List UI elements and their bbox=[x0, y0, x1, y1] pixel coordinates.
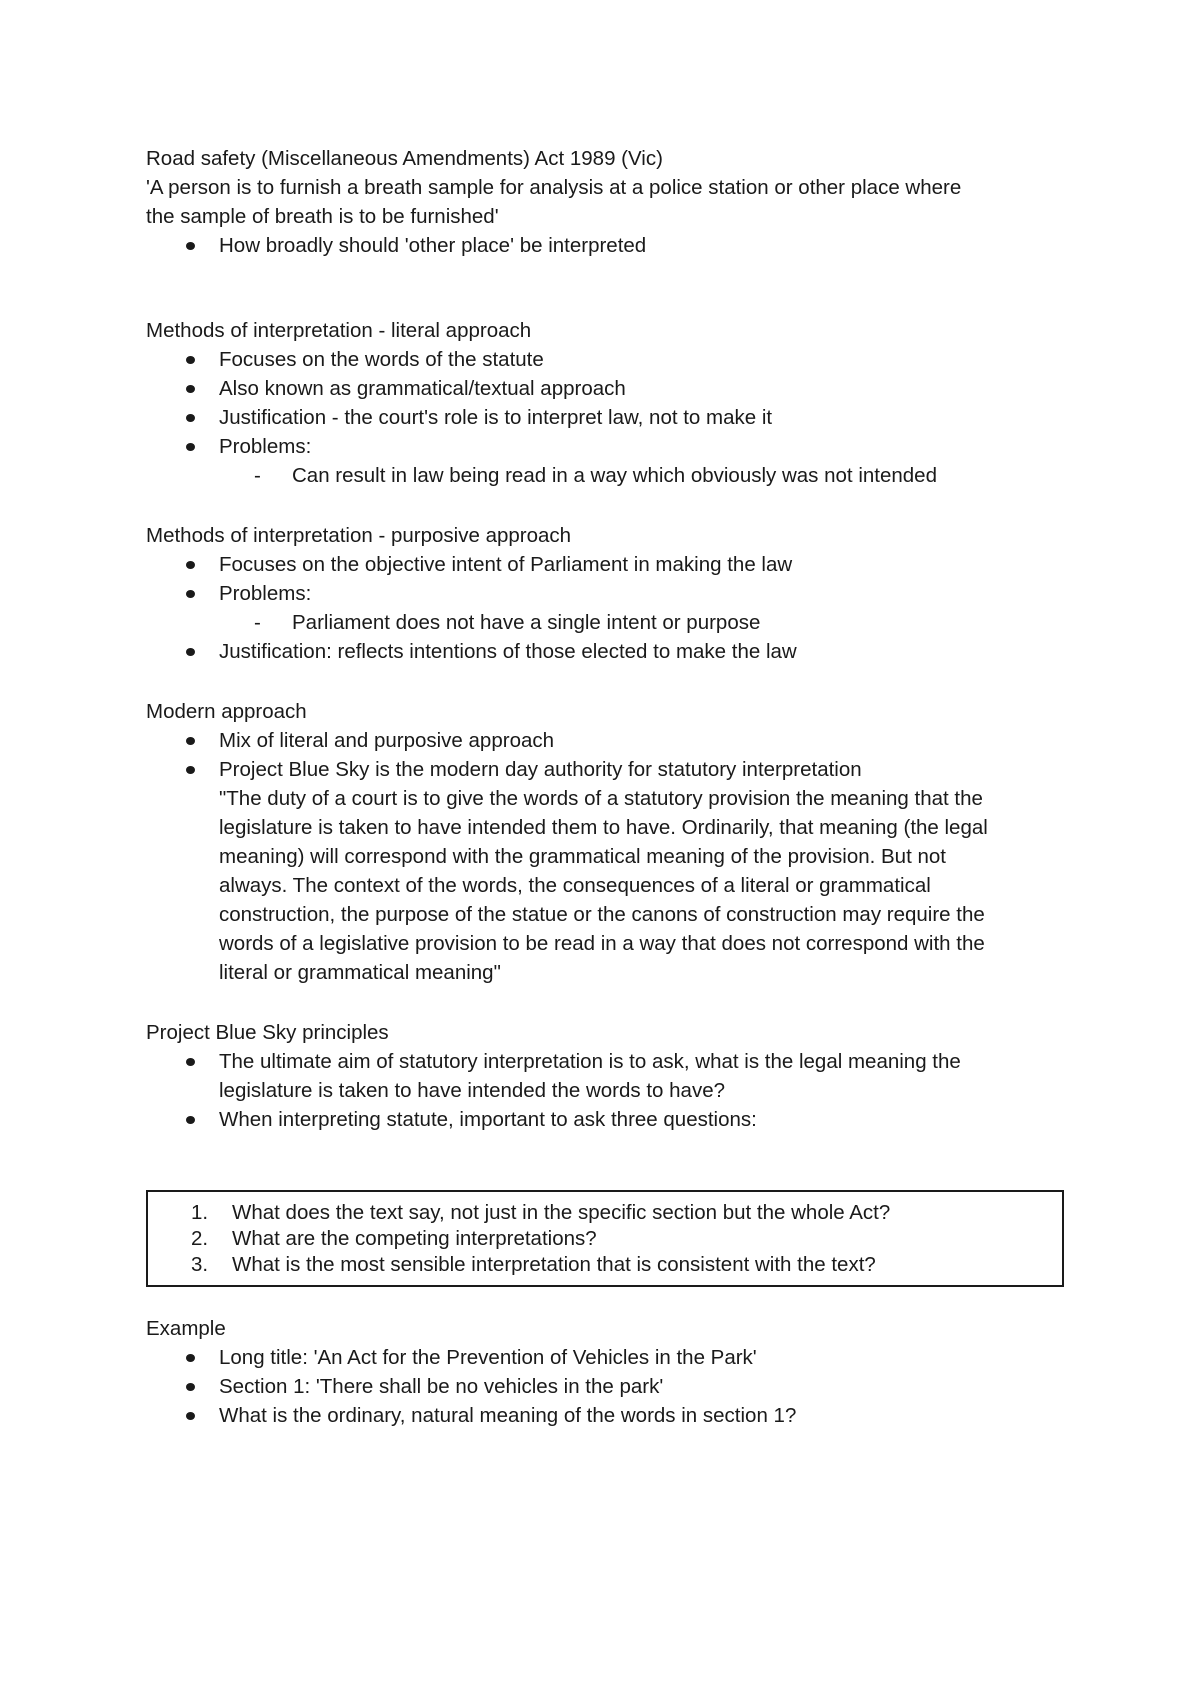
bullet-item bbox=[219, 1047, 1066, 1105]
bullet-item: When interpreting statute, important to ask three questions: bbox=[219, 1105, 1066, 1134]
spacer bbox=[146, 260, 1066, 316]
bullet-item: Problems: bbox=[219, 432, 1066, 461]
numbered-item bbox=[191, 1226, 1062, 1252]
bullet-list bbox=[146, 637, 1066, 666]
item-text: What is the most sensible interpretation that is consistent with the text? bbox=[232, 1253, 876, 1276]
bullet-item: Justification - the court's role is to interpret law, not to make it bbox=[219, 403, 1066, 432]
bullet-text: Project Blue Sky is the modern day authority for statutory interpretation bbox=[219, 758, 862, 781]
numbered-item bbox=[191, 1200, 1062, 1226]
dash-item: - Can result in law being read in a way which obviously was not intended bbox=[292, 461, 1066, 490]
section-title: Example bbox=[146, 1317, 226, 1340]
bullet-text-line: legislature is taken to have intended the words to have? bbox=[219, 1079, 725, 1102]
bullet-item: Long title: 'An Act for the Prevention of Vehicles in the Park' bbox=[219, 1343, 1066, 1372]
quote-line: always. The context of the words, the consequences of a literal or grammatical bbox=[219, 874, 931, 897]
quote-line: literal or grammatical meaning" bbox=[219, 961, 501, 984]
quote-line: construction, the purpose of the statue or the canons of construction may require the bbox=[219, 903, 985, 926]
bullet-item: Problems: bbox=[219, 579, 1066, 608]
bullet-item: Focuses on the words of the statute bbox=[219, 345, 1066, 374]
item-number: 1. bbox=[191, 1201, 209, 1224]
quote-line: words of a legislative provision to be read in a way that does not correspond with the bbox=[219, 932, 985, 955]
section-title: Road safety (Miscellaneous Amendments) Act 1989 (Vic) bbox=[146, 147, 663, 170]
spacer bbox=[146, 987, 1066, 1018]
questions-box bbox=[146, 1190, 1064, 1287]
item-text: What does the text say, not just in the specific section but the whole Act? bbox=[232, 1201, 891, 1224]
item-text: What are the competing interpretations? bbox=[232, 1227, 597, 1250]
bullet-list bbox=[146, 1047, 1066, 1134]
quote-line: legislature is taken to have intended them to have. Ordinarily, that meaning (the legal bbox=[219, 816, 988, 839]
document-content bbox=[146, 144, 1066, 1430]
section-title: Methods of interpretation - purposive approach bbox=[146, 524, 572, 547]
bullet-item: What is the ordinary, natural meaning of the words in section 1? bbox=[219, 1401, 1066, 1430]
dash-list bbox=[146, 461, 1066, 490]
bullet-item bbox=[219, 755, 1066, 987]
section-title: Project Blue Sky principles bbox=[146, 1021, 389, 1044]
item-number: 2. bbox=[191, 1227, 209, 1250]
spacer bbox=[146, 666, 1066, 697]
bullet-list bbox=[146, 345, 1066, 461]
bullet-text-line: The ultimate aim of statutory interpretation is to ask, what is the legal meaning the bbox=[219, 1050, 961, 1073]
section-title: Methods of interpretation - literal approach bbox=[146, 319, 532, 342]
bullet-list bbox=[146, 726, 1066, 987]
spacer bbox=[146, 490, 1066, 521]
quote-line: meaning) will correspond with the grammatical meaning of the provision. But not bbox=[219, 845, 946, 868]
bullet-item: How broadly should 'other place' be interpreted bbox=[219, 231, 1066, 260]
numbered-list bbox=[148, 1200, 1062, 1278]
bullet-item: Justification: reflects intentions of those elected to make the law bbox=[219, 637, 1066, 666]
bullet-item: Section 1: 'There shall be no vehicles in the park' bbox=[219, 1372, 1066, 1401]
bullet-item: Focuses on the objective intent of Parliament in making the law bbox=[219, 550, 1066, 579]
item-number: 3. bbox=[191, 1253, 209, 1276]
bullet-item: Mix of literal and purposive approach bbox=[219, 726, 1066, 755]
bullet-list bbox=[146, 231, 1066, 260]
section-title: Modern approach bbox=[146, 700, 307, 723]
dash-list bbox=[146, 608, 1066, 637]
statute-quote-line: 'A person is to furnish a breath sample for analysis at a police station or other place where bbox=[146, 176, 962, 199]
numbered-item bbox=[191, 1252, 1062, 1278]
bullet-list bbox=[146, 1343, 1066, 1430]
quote-line: "The duty of a court is to give the words of a statutory provision the meaning that the bbox=[219, 787, 983, 810]
dash-item: - Parliament does not have a single intent or purpose bbox=[292, 608, 1066, 637]
bullet-list bbox=[146, 550, 1066, 608]
bullet-item: Also known as grammatical/textual approach bbox=[219, 374, 1066, 403]
statute-quote-line: the sample of breath is to be furnished' bbox=[146, 205, 499, 228]
